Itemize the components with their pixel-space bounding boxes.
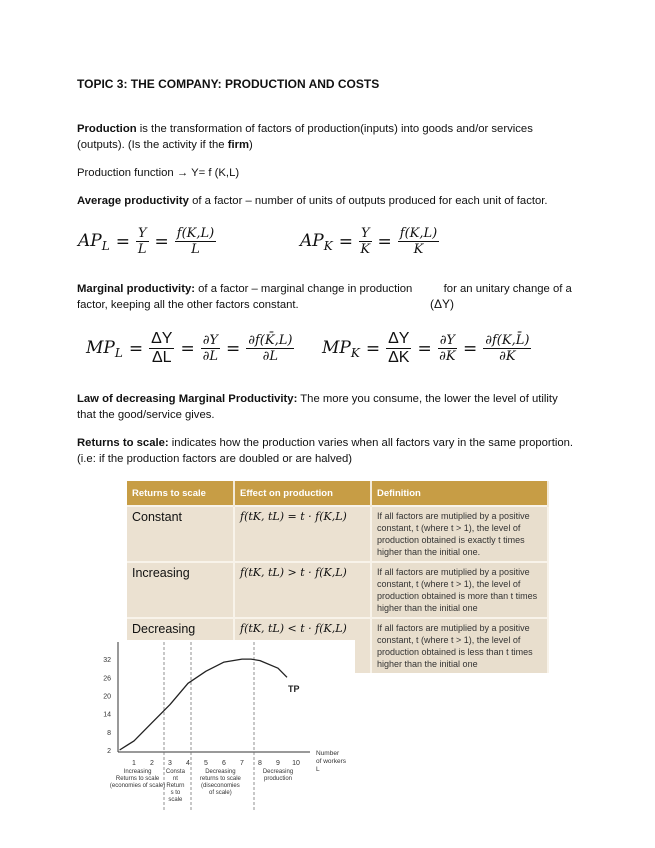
y-tick-label: 2 xyxy=(107,748,111,755)
term: Average productivity xyxy=(77,195,189,207)
type-cell: Increasing xyxy=(127,562,234,618)
apk-formula: $AP_K$ = $\frac{Y}{K}$ = $\frac{f(K,L)}{K}$ xyxy=(300,226,438,257)
y-tick-label: 8 xyxy=(107,729,111,737)
mpk-formula: $MP_K$ = $\frac{\Delta Y}{\Delta K}$ = $\frac{\partial Y}{\partial K}$ = $\frac{\partial f(K,L̄)}{\partial K}$ xyxy=(322,330,530,366)
header-cell: Effect on production xyxy=(234,481,371,506)
tp-label: TP xyxy=(288,684,300,694)
definition-cell: If all factors are mutiplied by a positive constant, t (where t > 1), the level of production obtained is exactly t times higher than the initial one. xyxy=(371,506,548,562)
x-axis-label: Number xyxy=(316,750,340,757)
average-paragraph xyxy=(77,194,577,210)
x-axis-label: of workers xyxy=(316,758,346,765)
firm-term: firm xyxy=(227,138,250,151)
x-tick-label: 10 xyxy=(292,760,300,767)
text: indicates how the production varies when all factors vary in the same proportion. (i.e: if the production factors are doubled or are halved) xyxy=(77,437,574,465)
text: is the transformation of factors of production(inputs) into goods and/or services (outputs). (Is the activity if the xyxy=(77,123,533,151)
text: of a factor – number of units of outputs produced for each unit of factor. xyxy=(188,195,548,207)
production-function: Production function → Y= f (K,L) xyxy=(77,167,240,179)
tp-curve xyxy=(120,659,287,750)
term: Production xyxy=(77,123,137,135)
x-tick-label: 9 xyxy=(276,760,280,767)
marginal-paragraph xyxy=(77,282,577,313)
y-tick-label: 32 xyxy=(103,657,111,665)
y-tick-label: 20 xyxy=(103,693,111,701)
page-title: TOPIC 3: THE COMPANY: PRODUCTION AND COSTS xyxy=(77,77,380,91)
x-tick-label: 8 xyxy=(258,760,262,767)
region-label: Consta nt Return s to scale xyxy=(165,769,185,803)
effect-cell: f(tK, tL) < t · f(K,L) xyxy=(234,618,371,673)
delta-y: (ΔY) xyxy=(430,297,455,311)
production-paragraph xyxy=(77,122,577,153)
x-tick-label: 5 xyxy=(204,760,208,767)
apl-formula: $AP_L$ = $\frac{Y}{L}$ = $\frac{f(K,L)}{L}$ xyxy=(78,226,215,257)
term: Marginal productivity: xyxy=(77,283,195,295)
tp-chart xyxy=(95,640,355,810)
type-cell: Decreasing xyxy=(127,618,234,673)
header-cell: Returns to scale xyxy=(127,481,234,506)
x-tick-label: 1 xyxy=(132,760,136,767)
text: ) xyxy=(249,138,253,151)
table-row xyxy=(127,506,548,562)
term: Law of decreasing Marginal Productivity: xyxy=(77,393,298,405)
effect-cell: f(tK, tL) > t · f(K,L) xyxy=(234,562,371,618)
region-label: Decreasing production xyxy=(262,769,294,782)
header-cell: Definition xyxy=(371,481,548,506)
region-label: Decreasing returns to scale (diseconomies of scale) xyxy=(199,769,241,796)
table-row xyxy=(127,562,548,618)
region-label: Increasing Returns to scale (economies of scale) xyxy=(109,769,166,789)
x-tick-label: 2 xyxy=(150,760,154,767)
text: The more you consume, the lower the level of utility that the good/service gives. xyxy=(77,393,558,421)
effect-cell: f(tK, tL) = t · f(K,L) xyxy=(234,506,371,562)
definition-cell: If all factors are mutiplied by a positive constant, t (where t > 1), the level of production obtained is less than t times higher than the initial one xyxy=(371,618,548,673)
x-tick-label: 4 xyxy=(186,760,190,767)
returns-paragraph xyxy=(77,436,577,467)
y-tick-label: 14 xyxy=(103,711,111,719)
x-tick-label: 6 xyxy=(222,760,226,767)
term: Returns to scale: xyxy=(77,437,169,449)
x-tick-label: 7 xyxy=(240,760,244,767)
text: of a factor – marginal change in production for an unitary change of a factor, keeping all the other factors constant. xyxy=(77,283,575,311)
mpl-formula: $MP_L$ = $\frac{\Delta Y}{\Delta L}$ = $\frac{\partial Y}{\partial L}$ = $\frac{\partial f(K̄,L)}{\partial L}$ xyxy=(86,330,293,366)
definition-cell: If all factors are mutiplied by a positive constant, t (where t > 1), the level of production obtained is more than t times higher than the initial one xyxy=(371,562,548,618)
law-paragraph xyxy=(77,392,577,423)
type-cell: Constant xyxy=(127,506,234,562)
x-tick-label: 3 xyxy=(168,760,172,767)
y-tick-label: 26 xyxy=(103,675,111,683)
table-header xyxy=(127,481,548,506)
tp-chart-svg xyxy=(95,640,355,810)
x-axis-label: L xyxy=(316,766,320,773)
